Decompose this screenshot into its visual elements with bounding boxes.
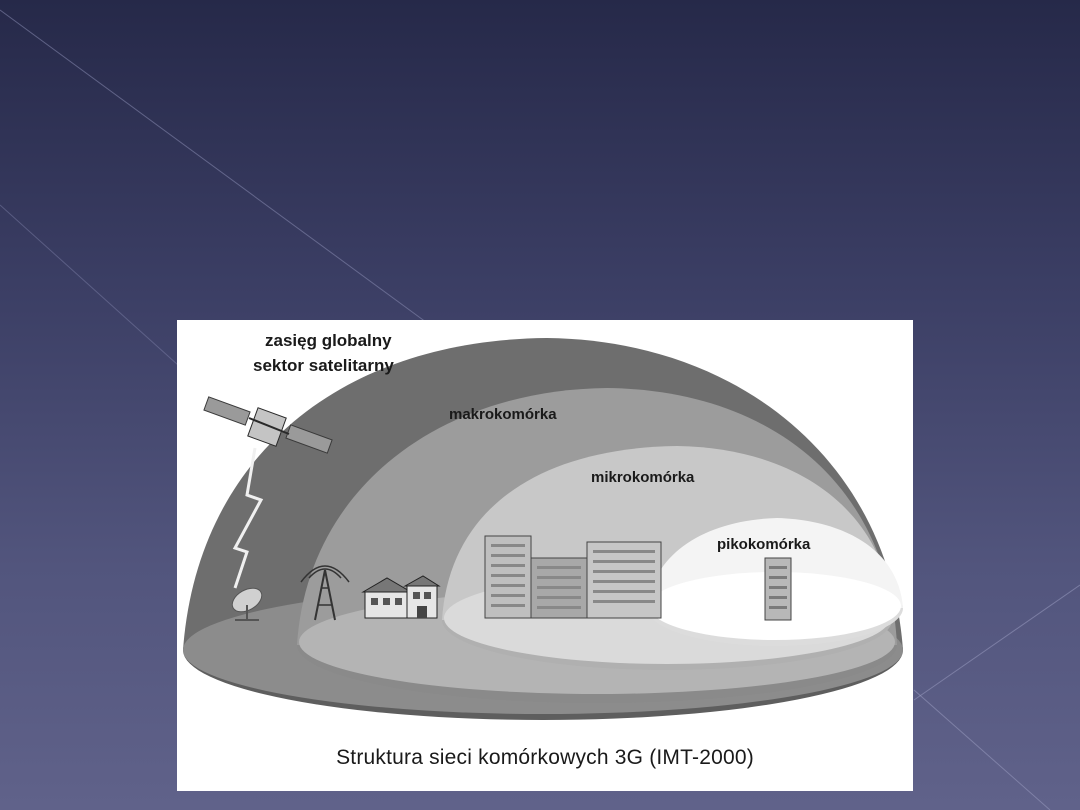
- microcell-label: mikrokomórka: [591, 469, 695, 486]
- satellite-sector-label: sektor satelitarny: [253, 356, 394, 375]
- global-range-label: zasięg globalny: [265, 331, 392, 350]
- cellular-structure-figure: [177, 320, 913, 791]
- dome-diagram: [177, 320, 913, 791]
- office-building-icon: [765, 558, 791, 620]
- macrocell-label: makrokomórka: [449, 406, 557, 423]
- picocell-label: pikokomórka: [717, 536, 811, 553]
- figure-caption: Struktura sieci komórkowych 3G (IMT-2000): [336, 746, 754, 769]
